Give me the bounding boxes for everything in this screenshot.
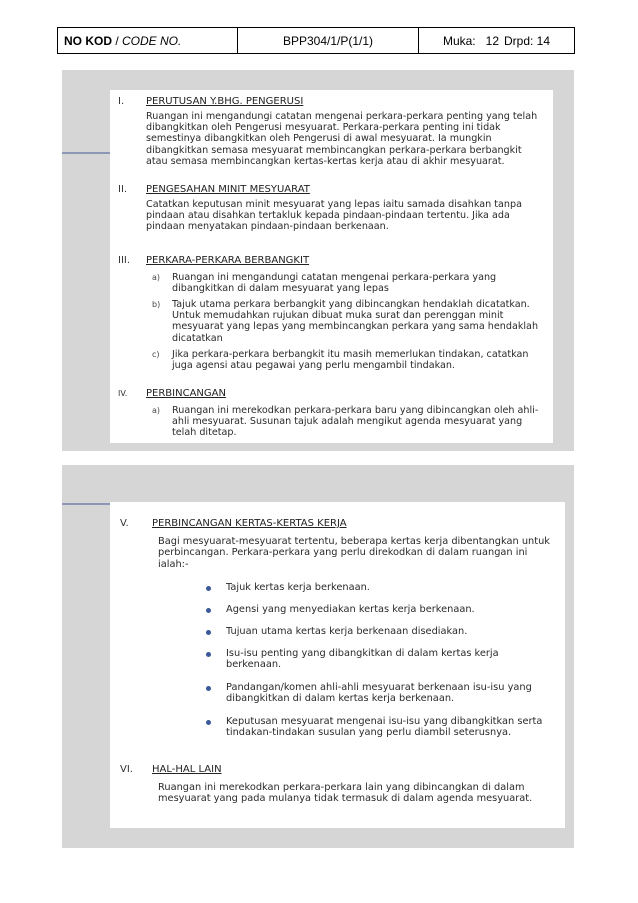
sub-item-letter: b)	[152, 300, 161, 309]
code-value-cell	[238, 28, 419, 53]
sub-item-letter: c)	[152, 350, 160, 359]
section-title: PERBINCANGAN KERTAS-KERTAS KERJA	[152, 518, 347, 529]
code-label-separator: /	[112, 33, 123, 48]
slide-image-1	[62, 70, 574, 451]
section-title: PERKARA-PERKARA BERBANGKIT	[146, 255, 310, 266]
section-body: Bagi mesyuarat-mesyuarat tertentu, beberapa kertas kerja dibentangkan untuk perbincangan. Perkara-perkara yang perlu direkodkan di dalam ruangan ini ialah:-	[158, 536, 550, 570]
section-title: PERUTUSAN Y.BHG. PENGERUSI	[146, 96, 304, 107]
section-number: I.	[118, 96, 125, 107]
code-label: NO KOD	[64, 33, 112, 48]
page-label: Muka:	[442, 33, 476, 48]
section-number: II.	[118, 184, 128, 195]
slide-image-2	[62, 465, 574, 848]
section-number: III.	[118, 255, 131, 266]
bullet-text: Tajuk kertas kerja berkenaan.	[226, 582, 370, 593]
section-body: Ruangan ini merekodkan perkara-perkara lain yang dibincangkan di dalam mesyuarat yang pada mulanya tidak termasuk di dalam agenda mesyuarat.	[158, 782, 533, 805]
code-label-en: CODE NO.	[122, 33, 182, 48]
bullet-text: Pandangan/komen ahli-ahli mesyuarat berkenaan isu-isu yang dibangkitkan di dalam kertas kerja berkenaan.	[226, 682, 532, 705]
sub-item-text: Tajuk utama perkara berbangkit yang dibincangkan hendaklah dicatatkan. Untuk memudahkan rujukan dibuat muka surat dan perenggan minit mesyuarat yang lepas yang membincangkan perkara yang sama hendaklah dicatatkan	[172, 299, 539, 344]
code-value: BPP304/1/P(1/1)	[282, 33, 374, 48]
bullet-icon	[206, 652, 211, 657]
sub-item-text: Jika perkara-perkara berbangkit itu masih memerlukan tindakan, catatkan juga agensi atau pegawai yang perlu mengambil tindakan.	[172, 349, 529, 372]
bullet-text: Tujuan utama kertas kerja berkenaan disediakan.	[226, 626, 468, 637]
bullet-text: Keputusan mesyuarat mengenai isu-isu yang dibangkitkan serta tindakan-tindakan susulan yang perlu diambil seterusnya.	[226, 716, 543, 739]
section-number: V.	[120, 518, 129, 529]
bullet-icon	[206, 586, 211, 591]
slide-content-card	[110, 502, 565, 828]
section-title: PERBINCANGAN	[146, 388, 226, 399]
slide-accent-stripe	[62, 503, 112, 505]
section-number: IV.	[118, 389, 128, 398]
bullet-icon	[206, 630, 211, 635]
bullet-text: Isu-isu penting yang dibangkitkan di dalam kertas kerja berkenaan.	[226, 648, 499, 671]
page-info-cell	[419, 28, 574, 53]
bullet-icon	[206, 608, 211, 613]
document-header	[57, 27, 575, 54]
section-title: HAL-HAL LAIN	[152, 764, 222, 775]
bullet-icon	[206, 686, 211, 691]
sub-item-text: Ruangan ini merekodkan perkara-perkara baru yang dibincangkan oleh ahli-ahli mesyuarat. Susunan tajuk adalah mengikut agenda mesyuarat yang telah ditetap.	[172, 405, 539, 439]
sub-item-letter: a)	[152, 406, 161, 415]
sub-item-text: Ruangan ini mengandungi catatan mengenai perkara-perkara yang dibangkitkan di dalam mesyuarat yang lepas	[172, 272, 497, 295]
section-body: Ruangan ini mengandungi catatan mengenai perkara-perkara penting yang telah dibangkitkan oleh Pengerusi mesyuarat. Perkara-perkara penting ini tidak semestinya dibangkitkan oleh Pengerusi di awal mesyuarat. Ia mungkin dibangkitkan semasa mesyuarat membincangkan perkara-perkara berbangkit atau semasa membincangkan kertas-kertas kerja atau di akhir mesyuarat.	[146, 111, 538, 167]
slide-content-card	[110, 90, 553, 443]
slide-accent-stripe	[62, 152, 112, 154]
code-label-cell	[58, 28, 238, 53]
page-number: 12	[485, 33, 499, 48]
section-number: VI.	[120, 764, 133, 775]
bullet-text: Agensi yang menyediakan kertas kerja berkenaan.	[226, 604, 475, 615]
total-pages: Drpd: 14	[504, 33, 551, 48]
sub-item-letter: a)	[152, 273, 161, 282]
section-title: PENGESAHAN MINIT MESYUARAT	[146, 184, 310, 195]
bullet-icon	[206, 720, 211, 725]
section-body: Catatkan keputusan minit mesyuarat yang lepas iaitu samada disahkan tanpa pindaan atau disahkan tertakluk kepada pindaan-pindaan tertentu. Jika ada pindaan menyatakan pindaan-pindaan berkenaan.	[146, 199, 522, 233]
